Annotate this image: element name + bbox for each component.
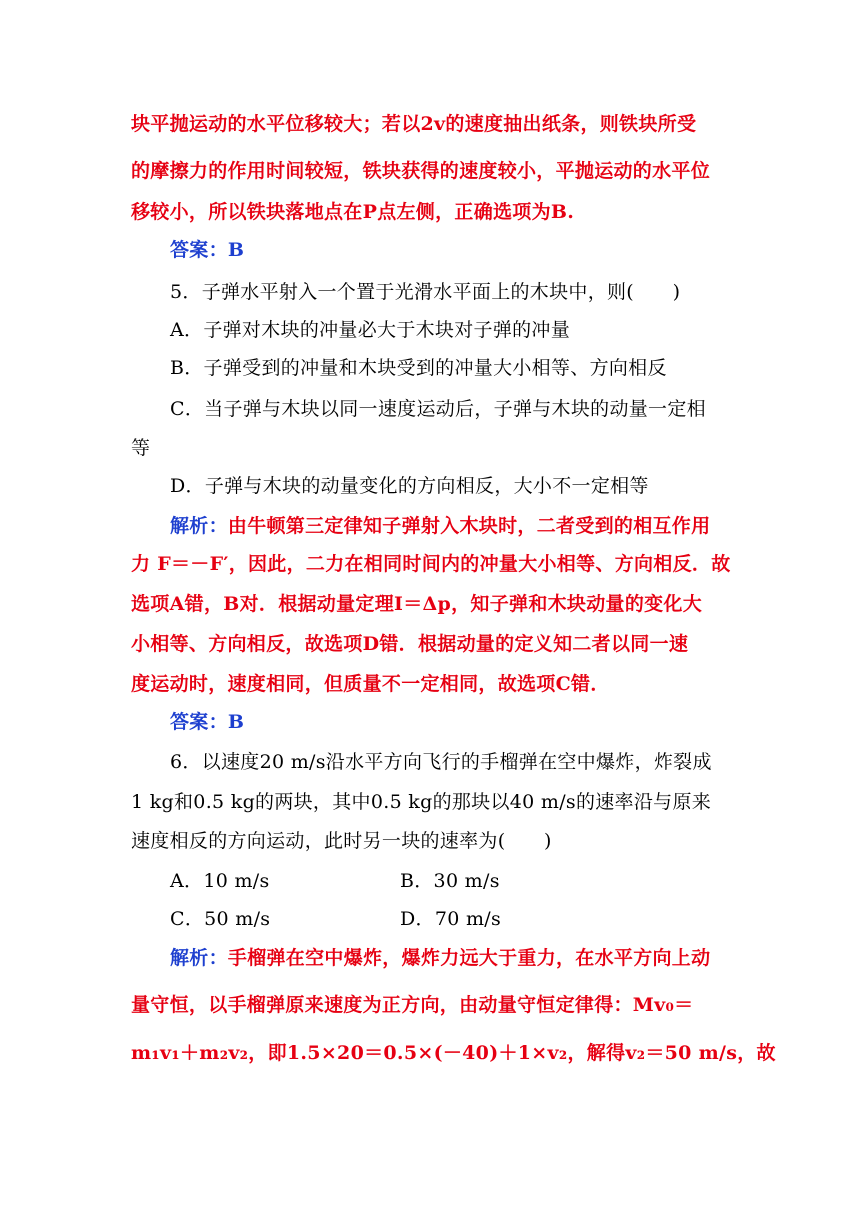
question-5-option-a: A．子弹对木块的冲量必大于木块对子弹的冲量 <box>170 319 571 341</box>
question-6-stem-cont: 速度相反的方向运动，此时另一块的速率为( ) <box>131 830 552 852</box>
question-5-option-c: C．当子弹与木块以同一速度运动后，子弹与木块的动量一定相 <box>170 398 706 420</box>
analysis-line: 小相等、方向相反，故选项D错．根据动量的定义知二者以同一速 <box>131 633 689 655</box>
question-6-stem-cont: 1 kg和0.5 kg的两块，其中0.5 kg的那块以40 m/s的速率沿与原来 <box>131 791 712 813</box>
question-5-stem: 5．子弹水平射入一个置于光滑水平面上的木块中，则( ) <box>170 281 681 303</box>
analysis-line: 选项A错，B对．根据动量定理I＝Δp，知子弹和木块动量的变化大 <box>131 593 703 615</box>
analysis-line <box>170 946 770 970</box>
question-5-option-c-cont: 等 <box>131 437 151 459</box>
analysis-text: 由牛顿第三定律知子弹射入木块时，二者受到的相互作用 <box>227 515 711 537</box>
analysis-line: 力 F＝－F′，因此，二力在相同时间内的冲量大小相等、方向相反．故 <box>131 553 731 575</box>
analysis-line: 块平抛运动的水平位移较大；若以2v的速度抽出纸条，则铁块所受 <box>131 113 697 135</box>
analysis-line: 移较小，所以铁块落地点在P点左侧，正确选项为B. <box>131 201 575 223</box>
analysis-label: 解析： <box>170 947 228 969</box>
answer-label: 答案：B <box>170 239 245 261</box>
question-6-stem: 6．以速度20 m/s沿水平方向飞行的手榴弹在空中爆炸，炸裂成 <box>170 751 712 773</box>
question-6-option-c: C．50 m/s <box>170 908 271 930</box>
analysis-line: m₁v₁＋m₂v₂，即1.5×20＝0.5×(－40)＋1×v₂，解得v₂＝50 m/s，故 <box>131 1042 776 1064</box>
analysis-label: 解析： <box>170 515 228 537</box>
question-6-option-d: D．70 m/s <box>400 908 502 930</box>
question-6-option-a: A．10 m/s <box>170 870 270 892</box>
question-6-option-b: B．30 m/s <box>400 870 500 892</box>
analysis-line: 度运动时，速度相同，但质量不一定相同，故选项C错． <box>131 673 610 695</box>
answer-label: 答案：B <box>170 711 245 733</box>
question-5-option-b: B．子弹受到的冲量和木块受到的冲量大小相等、方向相反 <box>170 357 667 379</box>
analysis-line <box>170 514 770 538</box>
analysis-line: 的摩擦力的作用时间较短，铁块获得的速度较小，平抛运动的水平位 <box>131 160 711 182</box>
question-5-option-d: D．子弹与木块的动量变化的方向相反，大小不一定相等 <box>170 475 649 497</box>
analysis-text: 手榴弹在空中爆炸，爆炸力远大于重力，在水平方向上动 <box>227 947 711 969</box>
analysis-line: 量守恒，以手榴弹原来速度为正方向，由动量守恒定律得：Mv₀＝ <box>131 994 694 1016</box>
